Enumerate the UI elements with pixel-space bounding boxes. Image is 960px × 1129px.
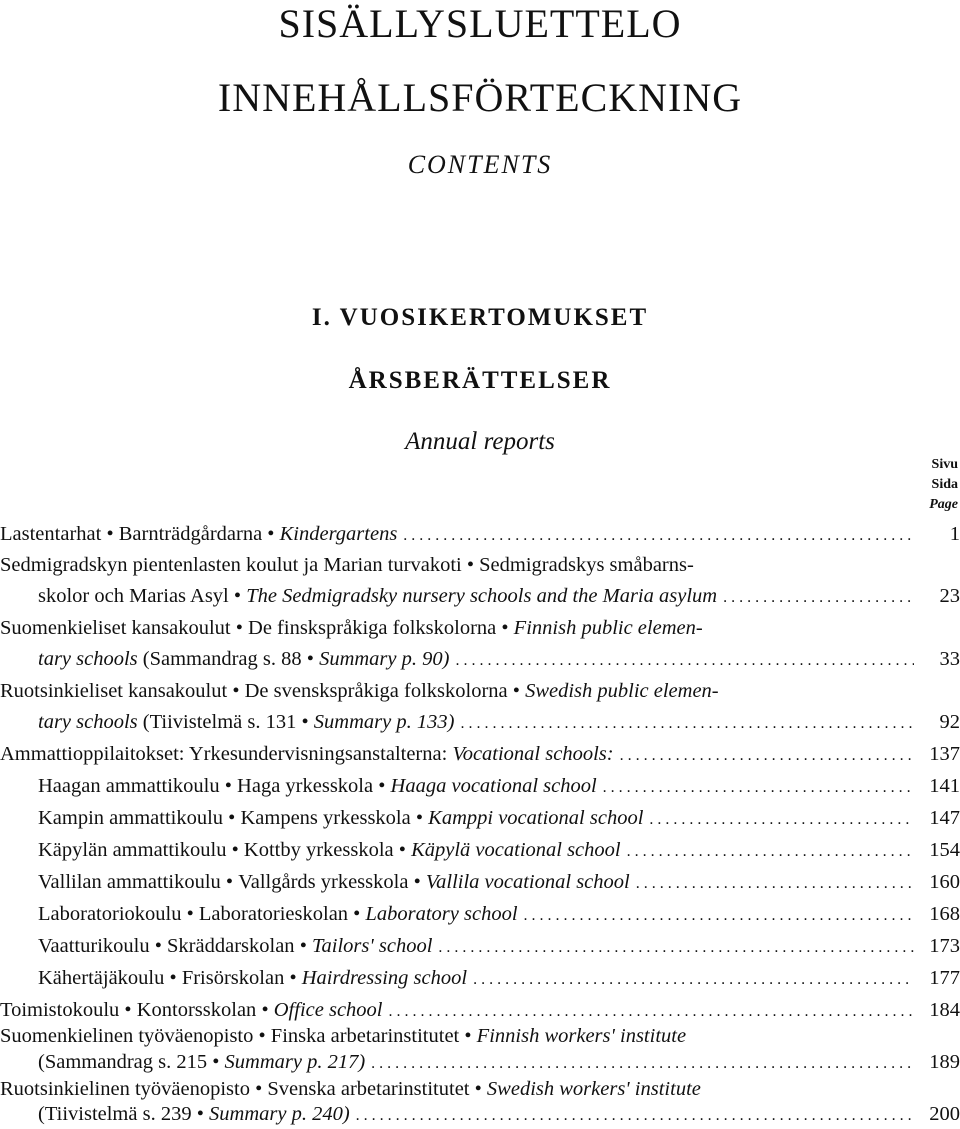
toc-entry-laboratory: Laboratoriokoulu • Laboratorieskolan • Laboratory school . . . 168 bbox=[0, 903, 960, 934]
dot-leader bbox=[455, 652, 914, 670]
entry-text: Sedmigradskyn pientenlasten koulut ja Marian turvakoti • Sedmigradskys småbarns- bbox=[0, 554, 694, 576]
page-number: 154 bbox=[929, 839, 960, 861]
page-number: 160 bbox=[929, 871, 960, 893]
dot-leader bbox=[460, 715, 914, 733]
toc-entry-vocational bbox=[0, 743, 960, 774]
toc-entry-sedmigradsky-line1 bbox=[0, 554, 960, 585]
dot-leader bbox=[403, 527, 914, 545]
dot-leader bbox=[356, 1107, 914, 1125]
toc-entry-tailors: Vaatturikoulu • Skräddarskolan • Tailors' school . . . 173 bbox=[0, 935, 960, 966]
page-number: 168 bbox=[929, 903, 960, 925]
page-number: 177 bbox=[929, 967, 960, 989]
entry-swedish-name: Barnträdgårdarna bbox=[118, 523, 263, 545]
entry-swedish-name: Kontorsskolan bbox=[136, 999, 257, 1021]
entry-english-name: The Sedmigradsky nursery schools and the Maria asylum bbox=[246, 585, 718, 607]
entry-english-name: Finnish public elemen- bbox=[513, 617, 703, 639]
page-number: 141 bbox=[929, 775, 960, 797]
page-number: 137 bbox=[929, 743, 960, 765]
toc-entry-finnish-elementary-line1 bbox=[0, 617, 960, 648]
entry-finnish-name: Kähertäjäkoulu bbox=[38, 967, 165, 989]
entry-english-name: Laboratory school bbox=[365, 903, 518, 925]
toc-entry-kindergartens: Lastentarhat • Barnträdgårdarna • Kindergartens . . . 1 bbox=[0, 523, 960, 554]
entry-english-name: Finnish workers' institute bbox=[476, 1025, 687, 1047]
entry-english-name: Haaga vocational school bbox=[390, 775, 597, 797]
entry-english-name: tary schools bbox=[38, 648, 138, 670]
entry-english-name: Swedish workers' institute bbox=[486, 1078, 701, 1100]
page-label-english: Page bbox=[929, 497, 958, 512]
entry-summary-ref: Summary p. 133) bbox=[313, 711, 455, 733]
toc-entry-haaga: Haagan ammattikoulu • Haga yrkesskola • Haaga vocational school . . . 141 bbox=[0, 775, 960, 806]
entry-swedish-name: Frisörskolan bbox=[181, 967, 285, 989]
entry-finnish-name: Käpylän ammattikoulu bbox=[38, 839, 227, 861]
toc-entry-swedish-workers-line2 bbox=[0, 1103, 960, 1128]
entry-text: skolor och Marias Asyl • bbox=[38, 585, 242, 607]
entry-text: Suomenkielinen työväenopisto • Finska arbetarinstitutet • bbox=[0, 1025, 472, 1047]
page-label-swedish: Sida bbox=[931, 477, 958, 492]
entry-finnish-name: Toimistokoulu bbox=[0, 999, 120, 1021]
toc-entry-vallila: Vallilan ammattikoulu • Vallgårds yrkesskola • Vallila vocational school . . . 160 bbox=[0, 871, 960, 902]
entry-english-name: Hairdressing school bbox=[301, 967, 468, 989]
entry-swedish-name: Laboratorieskolan bbox=[198, 903, 349, 925]
dot-leader bbox=[389, 1003, 915, 1021]
section-heading-swedish: ÅRSBERÄTTELSER bbox=[348, 367, 612, 394]
entry-swedish-name: Vallgårds yrkesskola bbox=[238, 871, 409, 893]
dot-leader bbox=[438, 939, 914, 957]
entry-summary-ref: Summary p. 217) bbox=[224, 1051, 366, 1073]
entry-text: Suomenkieliset kansakoulut • De finskspråkiga folkskolorna • bbox=[0, 617, 509, 639]
entry-finnish-name: Vallilan ammattikoulu bbox=[38, 871, 221, 893]
page-number: 23 bbox=[939, 585, 960, 607]
entry-english-name: Vocational schools: bbox=[452, 743, 614, 765]
toc-entry-office: Toimistokoulu • Kontorsskolan • Office school . . . 184 bbox=[0, 999, 960, 1030]
entry-summary-ref: Summary p. 240) bbox=[209, 1103, 350, 1125]
page-number: 147 bbox=[929, 807, 960, 829]
dot-leader bbox=[627, 843, 914, 861]
toc-entry-finnish-elementary-line2 bbox=[0, 648, 960, 679]
entry-text: (Sammandrag s. 88 • bbox=[142, 648, 314, 670]
entry-finnish-name: Laboratoriokoulu bbox=[38, 903, 182, 925]
page-number: 189 bbox=[929, 1051, 960, 1073]
entry-swedish-name: Skräddarskolan bbox=[167, 935, 295, 957]
toc-entry-kamppi: Kampin ammattikoulu • Kampens yrkesskola • Kamppi vocational school . . . 147 bbox=[0, 807, 960, 838]
page-number: 33 bbox=[939, 648, 960, 670]
title-english: CONTENTS bbox=[407, 150, 553, 179]
toc-entry-swedish-elementary-line1 bbox=[0, 680, 960, 711]
entry-text: (Sammandrag s. 215 • bbox=[38, 1051, 220, 1073]
entry-finnish-name: Kampin ammattikoulu bbox=[38, 807, 224, 829]
entry-finnish-name: Vaatturikoulu bbox=[38, 935, 150, 957]
toc-entry-swedish-elementary-line2 bbox=[0, 711, 960, 742]
entry-swedish-name: Kottby yrkesskola bbox=[243, 839, 394, 861]
section-heading-finnish: I. VUOSIKERTOMUKSET bbox=[311, 304, 649, 331]
toc-entry-kapyla: Käpylän ammattikoulu • Kottby yrkesskola • Käpylä vocational school . . . 154 bbox=[0, 839, 960, 870]
entry-english-name: Office school bbox=[273, 999, 383, 1021]
page-number: 173 bbox=[929, 935, 960, 957]
section-heading-english: Annual reports bbox=[405, 428, 555, 455]
entry-text: Ruotsinkieliset kansakoulut • De svenskspråkiga folkskolorna • bbox=[0, 680, 520, 702]
dot-leader bbox=[620, 747, 914, 765]
entry-summary-ref: Summary p. 90) bbox=[319, 648, 450, 670]
entry-finnish-name: Haagan ammattikoulu bbox=[38, 775, 220, 797]
dot-leader bbox=[636, 875, 914, 893]
entry-english-name: Tailors' school bbox=[312, 935, 433, 957]
title-swedish: INNEHÅLLSFÖRTECKNING bbox=[217, 75, 743, 120]
page-number: 1 bbox=[949, 523, 960, 545]
entry-english-name: Kindergartens bbox=[279, 523, 398, 545]
entry-text: Ammattioppilaitokset: Yrkesundervisningsanstalterna: bbox=[0, 743, 448, 765]
toc-entry-hairdressing: Kähertäjäkoulu • Frisörskolan • Hairdressing school . . . 177 bbox=[0, 967, 960, 998]
dot-leader bbox=[371, 1055, 914, 1073]
page-number: 200 bbox=[929, 1103, 960, 1125]
entry-finnish-name: Lastentarhat bbox=[0, 523, 102, 545]
entry-text: Ruotsinkielinen työväenopisto • Svenska arbetarinstitutet • bbox=[0, 1078, 482, 1100]
dot-leader bbox=[603, 779, 914, 797]
entry-english-name: Swedish public elemen- bbox=[525, 680, 719, 702]
toc-entry-sedmigradsky-line2 bbox=[0, 585, 960, 616]
entry-swedish-name: Kampens yrkesskola bbox=[240, 807, 411, 829]
entry-text: (Tiivistelmä s. 239 • bbox=[38, 1103, 204, 1125]
toc-entry-swedish-workers-line1 bbox=[0, 1078, 960, 1103]
dot-leader bbox=[649, 811, 914, 829]
entry-english-name: Käpylä vocational school bbox=[411, 839, 621, 861]
dot-leader bbox=[524, 907, 914, 925]
toc-entry-finnish-workers-line1 bbox=[0, 1025, 960, 1051]
dot-leader bbox=[473, 971, 914, 989]
dot-leader bbox=[723, 589, 914, 607]
page-label-finnish: Sivu bbox=[931, 457, 958, 472]
entry-english-name: tary schools bbox=[38, 711, 138, 733]
entry-swedish-name: Haga yrkesskola bbox=[237, 775, 374, 797]
toc-entry-finnish-workers-line2 bbox=[0, 1051, 960, 1077]
page-number: 92 bbox=[939, 711, 960, 733]
entry-english-name: Vallila vocational school bbox=[425, 871, 630, 893]
entry-text: (Tiivistelmä s. 131 • bbox=[142, 711, 309, 733]
toc-entry-swedish-workers bbox=[0, 1078, 960, 1128]
page-number: 184 bbox=[929, 999, 960, 1021]
entry-english-name: Kamppi vocational school bbox=[428, 807, 644, 829]
title-finnish: SISÄLLYSLUETTELO bbox=[278, 1, 682, 46]
page-column-header bbox=[929, 455, 958, 515]
